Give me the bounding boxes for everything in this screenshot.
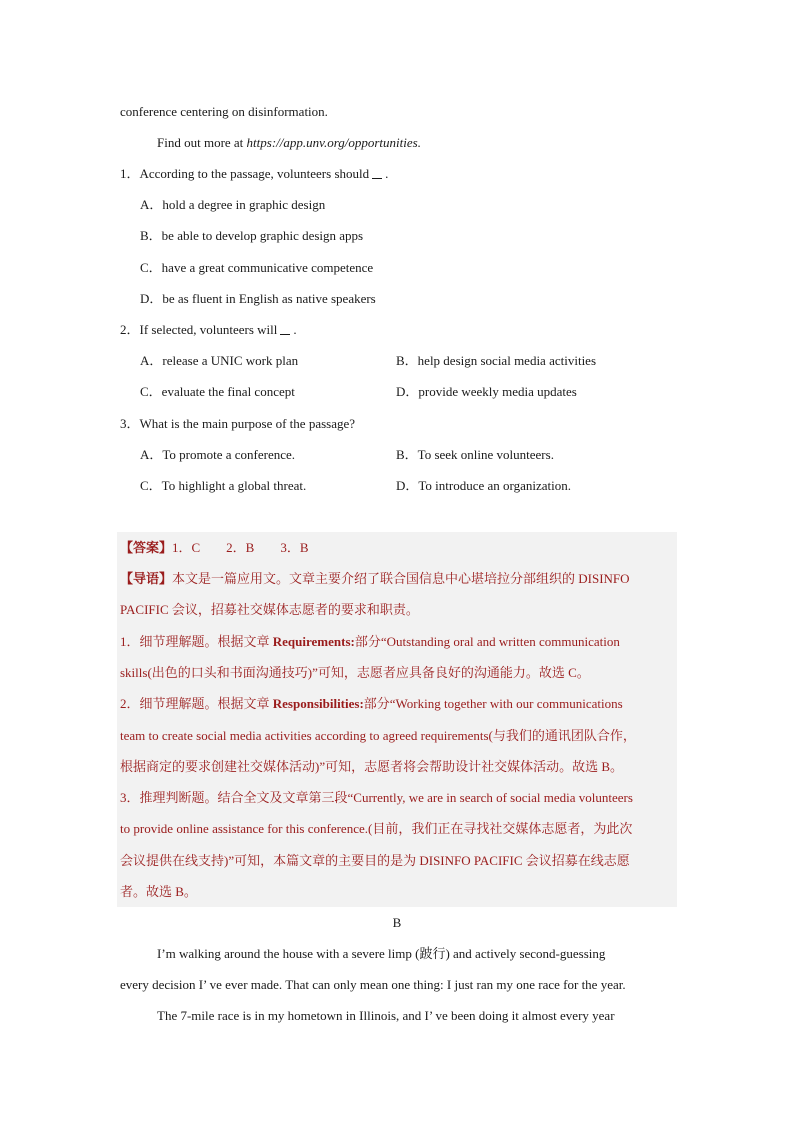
passage-b-p2-line-1: The 7-mile race is in my hometown in Illinois, and I’ ve been doing it almost every year xyxy=(157,1008,615,1023)
passage-b-heading: B xyxy=(392,915,402,930)
opportunities-url[interactable]: https://app.unv.org/opportunities. xyxy=(246,135,421,150)
question-2-option-c: C．evaluate the final concept xyxy=(140,384,295,399)
find-out-more-line: Find out more at https://app.unv.org/opportunities. xyxy=(157,135,421,150)
guide-line-2: PACIFIC 会议，招募社交媒体志愿者的要求和职责。 xyxy=(120,602,419,617)
explanation-1-line-2: skills(出色的口头和书面沟通技巧)”可知，志愿者应具备良好的沟通能力。故选 C。 xyxy=(120,665,590,680)
question-1-option-c: C．have a great communicative competence xyxy=(140,260,374,275)
question-1-option-a: A．hold a degree in graphic design xyxy=(140,197,326,212)
passage-b-p1-line-2: every decision I’ ve ever made. That can only mean one thing: I just ran my one race for the year. xyxy=(120,977,626,992)
passage-a-tail: conference centering on disinformation. xyxy=(120,104,328,119)
question-3-option-a: A．To promote a conference. xyxy=(140,447,296,462)
explanation-2-line-2: team to create social media activities according to agreed requirements(与我们的通讯团队合作， xyxy=(120,728,636,743)
question-2-stem: 2．If selected, volunteers will . xyxy=(120,322,297,337)
question-3-stem: 3．What is the main purpose of the passage? xyxy=(120,416,356,431)
explanation-2-line-1: 2．细节理解题。根据文章 Responsibilities:部分“Working together with our communications xyxy=(120,696,623,711)
question-3-option-c: C．To highlight a global threat. xyxy=(140,478,307,493)
explanation-3-line-3: 会议提供在线支持)”可知，本篇文章的主要目的是为 DISINFO PACIFIC 会议招募在线志愿 xyxy=(120,853,630,868)
passage-b-p1-line-1: I’m walking around the house with a severe limp (跛行) and actively second-guessing xyxy=(157,946,606,961)
guide-line-1: 【导语】本文是一篇应用文。文章主要介绍了联合国信息中心堪培拉分部组织的 DISINFO xyxy=(120,571,630,586)
answer-blank xyxy=(280,322,290,335)
question-3-option-b: B．To seek online volunteers. xyxy=(396,447,554,462)
answer-line: 【答案】1．C 2．B 3．B xyxy=(120,540,309,555)
explanation-3-line-4: 者。故选 B。 xyxy=(120,884,197,899)
explanation-1-line-1: 1．细节理解题。根据文章 Requirements:部分“Outstanding oral and written communication xyxy=(120,634,620,649)
question-2-option-d: D．provide weekly media updates xyxy=(396,384,577,399)
explanation-3-line-1: 3．推理判断题。结合全文及文章第三段“Currently, we are in search of social media volunteers xyxy=(120,790,633,805)
question-2-option-b: B．help design social media activities xyxy=(396,353,597,368)
explanation-3-line-2: to provide online assistance for this conference.(目前，我们正在寻找社交媒体志愿者，为此次 xyxy=(120,821,633,836)
question-1-stem: 1．According to the passage, volunteers should . xyxy=(120,166,389,181)
question-1-option-d: D．be as fluent in English as native speakers xyxy=(140,291,376,306)
explanation-2-line-3: 根据商定的要求创建社交媒体活动)”可知，志愿者将会帮助设计社交媒体活动。故选 B。 xyxy=(120,759,624,774)
answer-blank xyxy=(372,166,382,179)
question-3-option-d: D．To introduce an organization. xyxy=(396,478,572,493)
question-2-option-a: A．release a UNIC work plan xyxy=(140,353,299,368)
question-1-option-b: B．be able to develop graphic design apps xyxy=(140,228,364,243)
